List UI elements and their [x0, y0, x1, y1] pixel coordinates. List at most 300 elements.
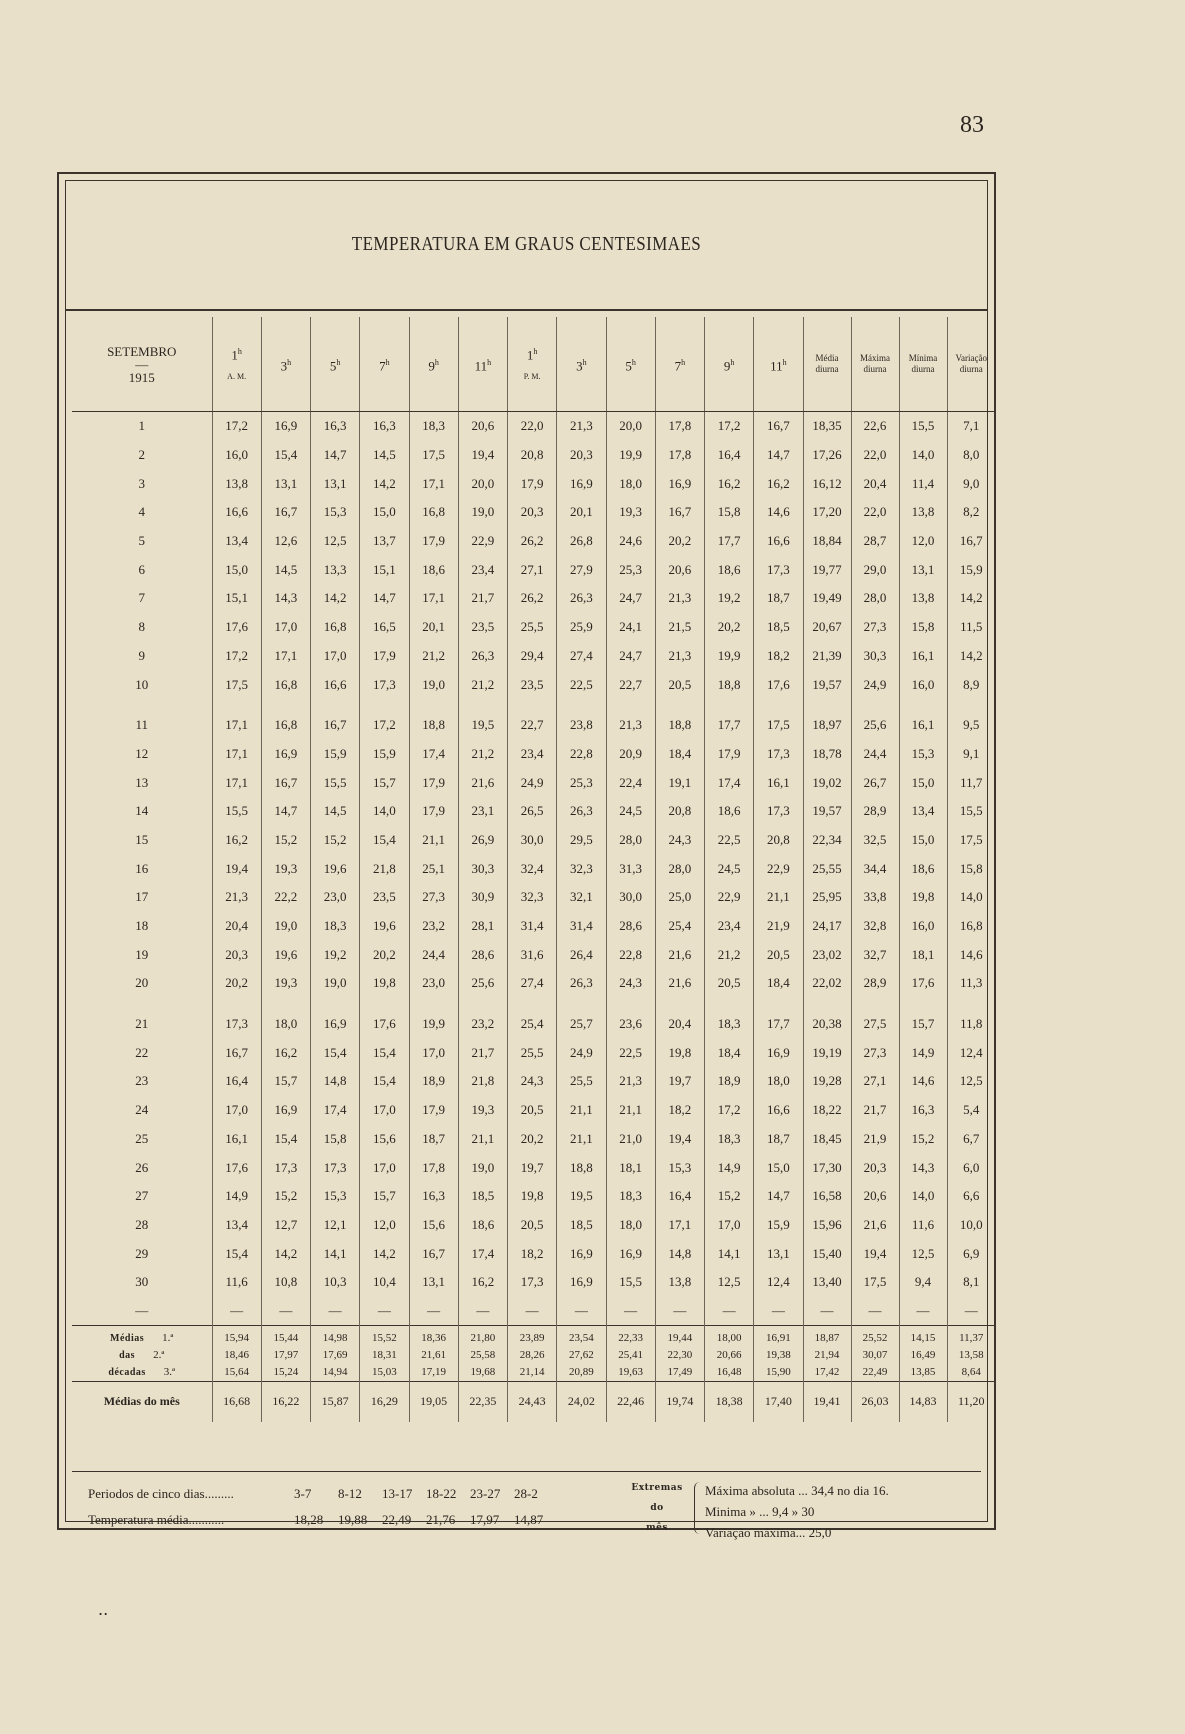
temperature-cell: 18,3	[705, 1010, 754, 1039]
decade-mean-cell: 15,90	[754, 1364, 803, 1382]
dash-cell: —	[135, 1302, 149, 1318]
gap-cell	[899, 699, 947, 711]
temperature-cell: 19,2	[705, 584, 754, 613]
temperature-cell: 31,4	[557, 912, 606, 941]
temperature-cell: 15,0	[899, 826, 947, 855]
temperature-cell: 26,8	[557, 527, 606, 556]
temperature-cell: 15,3	[655, 1153, 704, 1182]
temperature-cell: 10,0	[947, 1211, 995, 1240]
minima-diurna-header: Mínima diurna	[899, 317, 947, 412]
temperature-cell: 20,4	[851, 469, 899, 498]
temperature-cell: 23,2	[409, 912, 458, 941]
decade-label	[72, 1325, 212, 1347]
hour-value: 3	[576, 358, 583, 374]
decade-mean-cell: 11,37	[947, 1325, 995, 1347]
temperature-cell: 28,1	[458, 912, 507, 941]
temperature-cell: 23,0	[311, 883, 360, 912]
temperature-cell: 21,7	[458, 1038, 507, 1067]
decade-mean-cell: 16,91	[754, 1325, 803, 1347]
temperature-cell: 15,2	[261, 826, 310, 855]
periods-block	[88, 1486, 558, 1538]
temperature-cell: 16,4	[212, 1067, 261, 1096]
temperature-cell: 26,4	[557, 940, 606, 969]
dash-cell: —	[557, 1297, 606, 1326]
table-row	[72, 642, 995, 671]
extremas-line: Extremas	[631, 1483, 683, 1493]
temperature-cell: 16,3	[409, 1182, 458, 1211]
temperature-cell: 30,0	[508, 826, 557, 855]
temperature-cell: 8,1	[947, 1268, 995, 1297]
hour-suffix: h	[434, 357, 439, 367]
temperature-cell: 15,1	[360, 555, 409, 584]
table-row	[72, 1182, 995, 1211]
footer-dots: ..	[98, 1600, 109, 1619]
temperature-cell: 6,7	[947, 1125, 995, 1154]
temperature-cell: 16,0	[899, 912, 947, 941]
temperature-cell: 19,0	[458, 498, 507, 527]
temperature-cell: 24,4	[851, 740, 899, 769]
hour-header	[360, 317, 409, 412]
temperature-cell: 17,6	[899, 969, 947, 998]
dash-cell: —	[458, 1297, 507, 1326]
month-mean-cell: 16,29	[360, 1381, 409, 1422]
temperature-cell: 18,1	[899, 940, 947, 969]
dash-cell: —	[311, 1297, 360, 1326]
temperature-cell: 14,7	[311, 441, 360, 470]
decade-mean-cell: 21,80	[458, 1325, 507, 1347]
temperature-cell: 21,2	[458, 670, 507, 699]
temperature-cell: 14,0	[899, 441, 947, 470]
temperature-cell: 17,4	[705, 768, 754, 797]
temperature-cell: 20,4	[655, 1010, 704, 1039]
temperature-cell: 23,02	[803, 940, 851, 969]
temperature-cell: 16,1	[212, 1125, 261, 1154]
table-row	[72, 469, 995, 498]
decade-label-text: décadas	[108, 1367, 146, 1379]
temperature-value: 18,28	[294, 1512, 324, 1527]
temperature-cell: 21,3	[606, 711, 655, 740]
month-mean-cell: 24,43	[508, 1381, 557, 1422]
dash-cell: —	[803, 1297, 851, 1326]
temperature-cell: 16,7	[261, 768, 310, 797]
temperature-cell: 17,3	[754, 797, 803, 826]
dash-row	[72, 1297, 995, 1326]
temperature-cell: 28,9	[851, 797, 899, 826]
temperature-cell: 10,3	[311, 1268, 360, 1297]
temperature-cell: 21,2	[705, 940, 754, 969]
table-title: TEMPERATURA EM GRAUS CENTESIMAES	[351, 233, 702, 255]
temperature-cell: 19,4	[458, 441, 507, 470]
decade-mean-cell: 25,58	[458, 1347, 507, 1364]
day-number: 7	[138, 590, 145, 606]
gap-cell	[851, 699, 899, 711]
temperature-cell: 28,0	[655, 854, 704, 883]
temperature-cell: 25,5	[508, 613, 557, 642]
temperature-cell: 19,8	[899, 883, 947, 912]
temperature-cell: 14,9	[899, 1038, 947, 1067]
temperature-cell: 32,8	[851, 912, 899, 941]
temperature-cell: 27,3	[851, 1038, 899, 1067]
month-mean-cell: 11,20	[947, 1381, 995, 1422]
day-number: 27	[135, 1188, 149, 1204]
header-row	[72, 317, 995, 412]
temperature-cell: 22,9	[754, 854, 803, 883]
hour-suffix: h	[782, 357, 787, 367]
temperature-cell: 24,5	[606, 797, 655, 826]
gap-cell	[311, 699, 360, 711]
temperature-cell: 21,6	[655, 940, 704, 969]
temperature-cell: 17,3	[261, 1153, 310, 1182]
decade-mean-cell: 30,07	[851, 1347, 899, 1364]
table-row	[72, 1153, 995, 1182]
month-mean-cell: 24,02	[557, 1381, 606, 1422]
hour-value: 11	[474, 358, 488, 374]
temperature-cell: 18,4	[655, 740, 704, 769]
decade-label	[72, 1364, 212, 1382]
temperature-cell: 16,9	[261, 1096, 310, 1125]
temperature-cell: 23,5	[508, 670, 557, 699]
gap-cell	[803, 998, 851, 1010]
table-row	[72, 441, 995, 470]
temperature-cell: 11,8	[947, 1010, 995, 1039]
hour-value: 11	[770, 358, 783, 374]
table-row	[72, 740, 995, 769]
day-number: 29	[135, 1245, 149, 1261]
temperature-cell: 19,8	[360, 969, 409, 998]
gap-cell	[360, 699, 409, 711]
temperature-cell: 6,6	[947, 1182, 995, 1211]
temperature-cell: 17,7	[705, 711, 754, 740]
decade-gap	[72, 998, 995, 1010]
decade-mean-cell: 14,94	[311, 1364, 360, 1382]
temperature-cell: 18,45	[803, 1125, 851, 1154]
temperature-cell: 19,4	[212, 854, 261, 883]
day-number: 9	[138, 647, 145, 663]
temperature-label: Temperatura média...........	[88, 1512, 225, 1527]
temperature-cell: 22,6	[851, 412, 899, 441]
temperature-cell: 18,0	[606, 1211, 655, 1240]
table-row	[72, 613, 995, 642]
temperature-cell: 24,4	[409, 940, 458, 969]
gap-cell	[557, 998, 606, 1010]
temperature-cell: 15,8	[899, 613, 947, 642]
temperature-cell: 33,8	[851, 883, 899, 912]
temperature-cell: 16,3	[311, 412, 360, 441]
temperature-cell: 17,8	[655, 441, 704, 470]
temperature-cell: 18,6	[458, 1211, 507, 1240]
temperature-cell: 16,9	[557, 469, 606, 498]
temperature-cell: 16,9	[311, 1010, 360, 1039]
decade-mean-cell: 15,52	[360, 1325, 409, 1347]
temperature-cell: 13,1	[899, 555, 947, 584]
temperature-cell: 20,5	[655, 670, 704, 699]
temperature-cell: 13,8	[899, 584, 947, 613]
day-number: 18	[135, 918, 149, 934]
table-row	[72, 1038, 995, 1067]
temperature-cell: 17,26	[803, 441, 851, 470]
day-number: 24	[135, 1102, 149, 1118]
temperature-cell: 18,7	[754, 584, 803, 613]
temperature-cell: 20,8	[655, 797, 704, 826]
temperature-cell: 15,40	[803, 1239, 851, 1268]
decade-mean-cell: 25,52	[851, 1325, 899, 1347]
temperature-cell: 17,2	[705, 412, 754, 441]
temperature-cell: 18,3	[409, 412, 458, 441]
hour-value: 7	[674, 358, 682, 374]
temperature-cell: 12,1	[311, 1211, 360, 1240]
temperature-cell: 28,9	[851, 969, 899, 998]
temperature-cell: 18,9	[705, 1067, 754, 1096]
day-number: 26	[135, 1159, 149, 1175]
temperature-cell: 21,1	[557, 1096, 606, 1125]
temperature-cell: 17,9	[409, 1096, 458, 1125]
temperature-cell: 24,3	[606, 969, 655, 998]
temperature-cell: 25,6	[851, 711, 899, 740]
hour-header	[508, 317, 557, 412]
temperature-cell: 17,4	[311, 1096, 360, 1125]
temperature-cell: 14,6	[754, 498, 803, 527]
temperature-cell: 17,6	[360, 1010, 409, 1039]
table-row	[72, 768, 995, 797]
temperature-cell: 13,1	[261, 469, 310, 498]
dash-cell: —	[851, 1297, 899, 1326]
temperature-cell: 22,2	[261, 883, 310, 912]
temperature-cell: 14,7	[360, 584, 409, 613]
temperature-cell: 16,0	[899, 670, 947, 699]
gap-cell	[754, 998, 803, 1010]
temperature-cell: 14,2	[360, 1239, 409, 1268]
maxima-diurna-header: Máxima diurna	[851, 317, 899, 412]
temperature-cell: 18,7	[409, 1125, 458, 1154]
temperature-cell: 18,2	[508, 1239, 557, 1268]
temperature-cell: 15,9	[311, 740, 360, 769]
temperature-cell: 20,67	[803, 613, 851, 642]
hour-header	[655, 317, 704, 412]
temperature-cell: 15,5	[212, 797, 261, 826]
decade-mean-cell: 25,41	[606, 1347, 655, 1364]
temperature-cell: 19,19	[803, 1038, 851, 1067]
temperature-cell: 13,8	[212, 469, 261, 498]
gap-cell	[655, 699, 704, 711]
temperature-cell: 11,6	[899, 1211, 947, 1240]
temperature-cell: 11,4	[899, 469, 947, 498]
decade-mean-cell: 15,44	[261, 1325, 310, 1347]
temperature-cell: 28,7	[851, 527, 899, 556]
temperature-cell: 16,4	[705, 441, 754, 470]
temperature-cell: 20,4	[212, 912, 261, 941]
gap-cell	[72, 699, 212, 711]
temperature-cell: 19,3	[606, 498, 655, 527]
table-row	[72, 584, 995, 613]
temperature-cell: 25,3	[606, 555, 655, 584]
month-means-label: Médias do mês	[72, 1381, 212, 1422]
temperature-cell: 18,8	[557, 1153, 606, 1182]
decades-body	[72, 1325, 995, 1381]
temperature-cell: 14,0	[360, 797, 409, 826]
hour-suffix: h	[385, 357, 390, 367]
temperature-cell: 17,4	[458, 1239, 507, 1268]
decade-mean-cell: 18,31	[360, 1347, 409, 1364]
month-mean-cell: 19,41	[803, 1381, 851, 1422]
hour-suffix: h	[631, 357, 636, 367]
decade-mean-cell: 14,15	[899, 1325, 947, 1347]
temperature-cell: 16,9	[261, 412, 310, 441]
temperature-value: 14,87	[514, 1512, 544, 1527]
hour-header	[311, 317, 360, 412]
temperature-cell: 14,0	[899, 1182, 947, 1211]
temperature-cell: 20,2	[508, 1125, 557, 1154]
temperature-cell: 32,5	[851, 826, 899, 855]
temperature-cell: 21,1	[557, 1125, 606, 1154]
temperature-cell: 17,1	[212, 740, 261, 769]
temperature-cell: 22,0	[851, 441, 899, 470]
table-row	[72, 883, 995, 912]
temperature-cell: 18,8	[705, 670, 754, 699]
temperature-cell: 20,2	[705, 613, 754, 642]
day-number: 1	[138, 418, 145, 434]
temperature-cell: 23,5	[458, 613, 507, 642]
decade-gap	[72, 699, 995, 711]
decade-mean-cell: 21,14	[508, 1364, 557, 1382]
temperature-cell: 14,5	[261, 555, 310, 584]
hour-header	[409, 317, 458, 412]
temperature-cell: 15,7	[360, 1182, 409, 1211]
temperature-cell: 17,0	[212, 1096, 261, 1125]
decade-mean-cell: 23,54	[557, 1325, 606, 1347]
temperature-cell: 19,8	[655, 1038, 704, 1067]
table-frame	[57, 172, 996, 1540]
gap-cell	[851, 998, 899, 1010]
temperature-cell: 23,4	[458, 555, 507, 584]
temperature-cell: 16,2	[261, 1038, 310, 1067]
gap-cell	[705, 998, 754, 1010]
temperature-cell: 23,8	[557, 711, 606, 740]
temperature-cell: 17,2	[360, 711, 409, 740]
temperature-value: 17,97	[470, 1512, 500, 1527]
table-row	[72, 1096, 995, 1125]
temperature-cell: 20,6	[655, 555, 704, 584]
temperature-cell: 21,2	[409, 642, 458, 671]
temperature-cell: 21,9	[754, 912, 803, 941]
table-row	[72, 1067, 995, 1096]
temperature-cell: 18,4	[754, 969, 803, 998]
temperature-cell: 17,1	[655, 1211, 704, 1240]
table-row	[72, 912, 995, 941]
temperature-cell: 19,2	[311, 940, 360, 969]
decade-mean-cell: 20,89	[557, 1364, 606, 1382]
temperature-cell: 16,3	[899, 1096, 947, 1125]
temperature-cell: 17,0	[360, 1153, 409, 1182]
temperature-cell: 21,2	[458, 740, 507, 769]
temperature-cell: 19,5	[557, 1182, 606, 1211]
day-number: 20	[135, 975, 149, 991]
temperature-cell: 20,2	[360, 940, 409, 969]
temperature-cell: 18,97	[803, 711, 851, 740]
temperature-cell: 8,2	[947, 498, 995, 527]
hour-header	[212, 317, 261, 412]
temperature-cell: 26,9	[458, 826, 507, 855]
temperature-cell: 30,3	[458, 854, 507, 883]
temperature-cell: 23,1	[458, 797, 507, 826]
temperature-value: 19,88	[338, 1512, 368, 1527]
temperature-cell: 27,1	[508, 555, 557, 584]
month-label: SETEMBRO	[107, 343, 177, 359]
temperature-cell: 12,4	[947, 1038, 995, 1067]
temperature-cell: 16,7	[754, 412, 803, 441]
temperature-cell: 14,5	[360, 441, 409, 470]
temperature-cell: 17,3	[508, 1268, 557, 1297]
temperature-cell: 16,8	[947, 912, 995, 941]
temperature-cell: 17,3	[754, 740, 803, 769]
temperature-cell: 10,4	[360, 1268, 409, 1297]
temperature-cell: 18,2	[655, 1096, 704, 1125]
decade-mean-cell: 22,30	[655, 1347, 704, 1364]
temperature-cell: 14,7	[754, 441, 803, 470]
temperature-cell: 21,3	[655, 584, 704, 613]
temperature-cell: 15,4	[212, 1239, 261, 1268]
temperature-cell: 14,6	[947, 940, 995, 969]
temperature-cell: 17,3	[360, 670, 409, 699]
temperature-cell: 27,3	[409, 883, 458, 912]
temperature-cell: 22,8	[606, 940, 655, 969]
temperature-cell: 15,9	[754, 1211, 803, 1240]
temperature-cell: 21,5	[655, 613, 704, 642]
temperature-cell: 16,8	[409, 498, 458, 527]
temperature-cell: 19,9	[705, 642, 754, 671]
temperature-cell: 18,4	[705, 1038, 754, 1067]
temperature-cell: 32,3	[508, 883, 557, 912]
temperature-cell: 20,3	[851, 1153, 899, 1182]
dash-cell: —	[508, 1297, 557, 1326]
temperature-cell: 16,9	[261, 740, 310, 769]
day-number: 28	[135, 1216, 149, 1232]
temperature-cell: 24,7	[606, 584, 655, 613]
temperature-cell: 21,8	[458, 1067, 507, 1096]
year-label: 1915	[128, 369, 155, 385]
temperature-cell: 6,0	[947, 1153, 995, 1182]
temperature-cell: 15,3	[311, 498, 360, 527]
temperature-cell: 22,34	[803, 826, 851, 855]
temperature-cell: 18,0	[754, 1067, 803, 1096]
temperature-cell: 17,6	[754, 670, 803, 699]
gap-cell	[409, 998, 458, 1010]
temperature-cell: 16,2	[458, 1268, 507, 1297]
gap-cell	[261, 998, 310, 1010]
gap-cell	[508, 998, 557, 1010]
temperature-cell: 14,2	[311, 584, 360, 613]
hour-suffix: h	[582, 357, 587, 367]
temperature-cell: 7,1	[947, 412, 995, 441]
temperature-cell: 22,5	[557, 670, 606, 699]
temperature-cell: 6,9	[947, 1239, 995, 1268]
temperature-cell: 9,4	[899, 1268, 947, 1297]
temperature-cell: 27,9	[557, 555, 606, 584]
periods-label: Periodos de cinco dias.........	[88, 1486, 234, 1501]
temperature-cell: 26,3	[557, 584, 606, 613]
temperature-cell: 18,8	[409, 711, 458, 740]
temperature-cell: 13,4	[212, 527, 261, 556]
gap-cell	[72, 998, 212, 1010]
temperature-cell: 17,8	[409, 1153, 458, 1182]
temperature-cell: 14,3	[261, 584, 310, 613]
temperature-cell: 17,5	[947, 826, 995, 855]
temperature-cell: 20,8	[508, 441, 557, 470]
temperature-cell: 15,5	[311, 768, 360, 797]
table-row	[72, 670, 995, 699]
temperature-cell: 18,3	[705, 1125, 754, 1154]
temperature-cell: 13,7	[360, 527, 409, 556]
temperature-cell: 11,3	[947, 969, 995, 998]
